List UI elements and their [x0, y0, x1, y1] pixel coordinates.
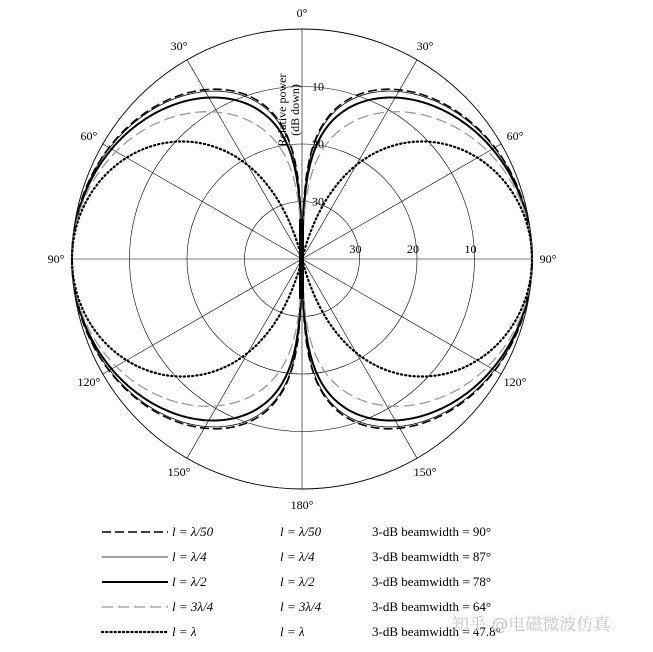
legend-label: l = λ/50 — [172, 524, 214, 539]
radial-tick-label: 20 — [312, 137, 324, 151]
angle-tick-label: 30° — [416, 38, 434, 53]
legend-beamwidth: 3-dB beamwidth = 47.8° — [372, 624, 501, 639]
radial-axis-label-line1: Relative power — [275, 73, 289, 147]
legend-label-repeat: l = λ/50 — [280, 524, 322, 539]
legend-row — [0, 520, 653, 544]
angle-tick-label: 30° — [170, 38, 188, 53]
angle-tick-label: 120° — [503, 375, 527, 389]
legend-swatch — [100, 524, 170, 540]
angle-tick-label: 90° — [539, 252, 557, 266]
angle-tick-label: 0° — [296, 6, 308, 20]
legend-row — [0, 570, 653, 594]
legend-label: l = 3λ/4 — [172, 599, 214, 614]
legend-label: l = λ/4 — [172, 549, 207, 564]
angle-tick-label: 150° — [167, 465, 191, 480]
legend-label-repeat: l = λ/2 — [280, 574, 315, 589]
angle-tick-label: 60° — [80, 129, 98, 143]
legend-beamwidth: 3-dB beamwidth = 87° — [372, 549, 492, 564]
radial-axis-label-line2: (dB down) — [288, 84, 302, 136]
radial-tick-label: 10 — [312, 79, 324, 94]
legend-beamwidth: 3-dB beamwidth = 90° — [372, 524, 492, 539]
legend-swatch — [100, 599, 170, 615]
watermark: 知乎 @电磁微波仿真 — [452, 615, 611, 635]
angle-tick-label: 90° — [47, 252, 65, 266]
angle-tick-label: 150° — [413, 465, 437, 480]
legend-swatch — [100, 549, 170, 565]
legend-row — [0, 545, 653, 569]
angle-tick-label: 60° — [506, 129, 524, 143]
legend-swatch — [100, 624, 170, 640]
legend-beamwidth: 3-dB beamwidth = 78° — [372, 574, 492, 589]
dipole-element — [299, 219, 304, 299]
angle-tick-label: 180° — [290, 498, 314, 512]
angle-tick-label: 120° — [77, 375, 101, 389]
radial-tick-label: 20 — [407, 242, 419, 256]
legend-swatch — [100, 574, 170, 590]
legend-beamwidth: 3-dB beamwidth = 64° — [372, 599, 492, 614]
legend-label-repeat: l = 3λ/4 — [280, 599, 322, 614]
legend-label-repeat: l = λ — [280, 624, 305, 639]
radial-tick-label: 30 — [312, 194, 324, 209]
legend-label: l = λ — [172, 624, 197, 639]
legend-label-repeat: l = λ/4 — [280, 549, 315, 564]
radial-tick-label: 30 — [349, 242, 362, 256]
radial-tick-label: 10 — [464, 242, 477, 256]
legend-label: l = λ/2 — [172, 574, 207, 589]
